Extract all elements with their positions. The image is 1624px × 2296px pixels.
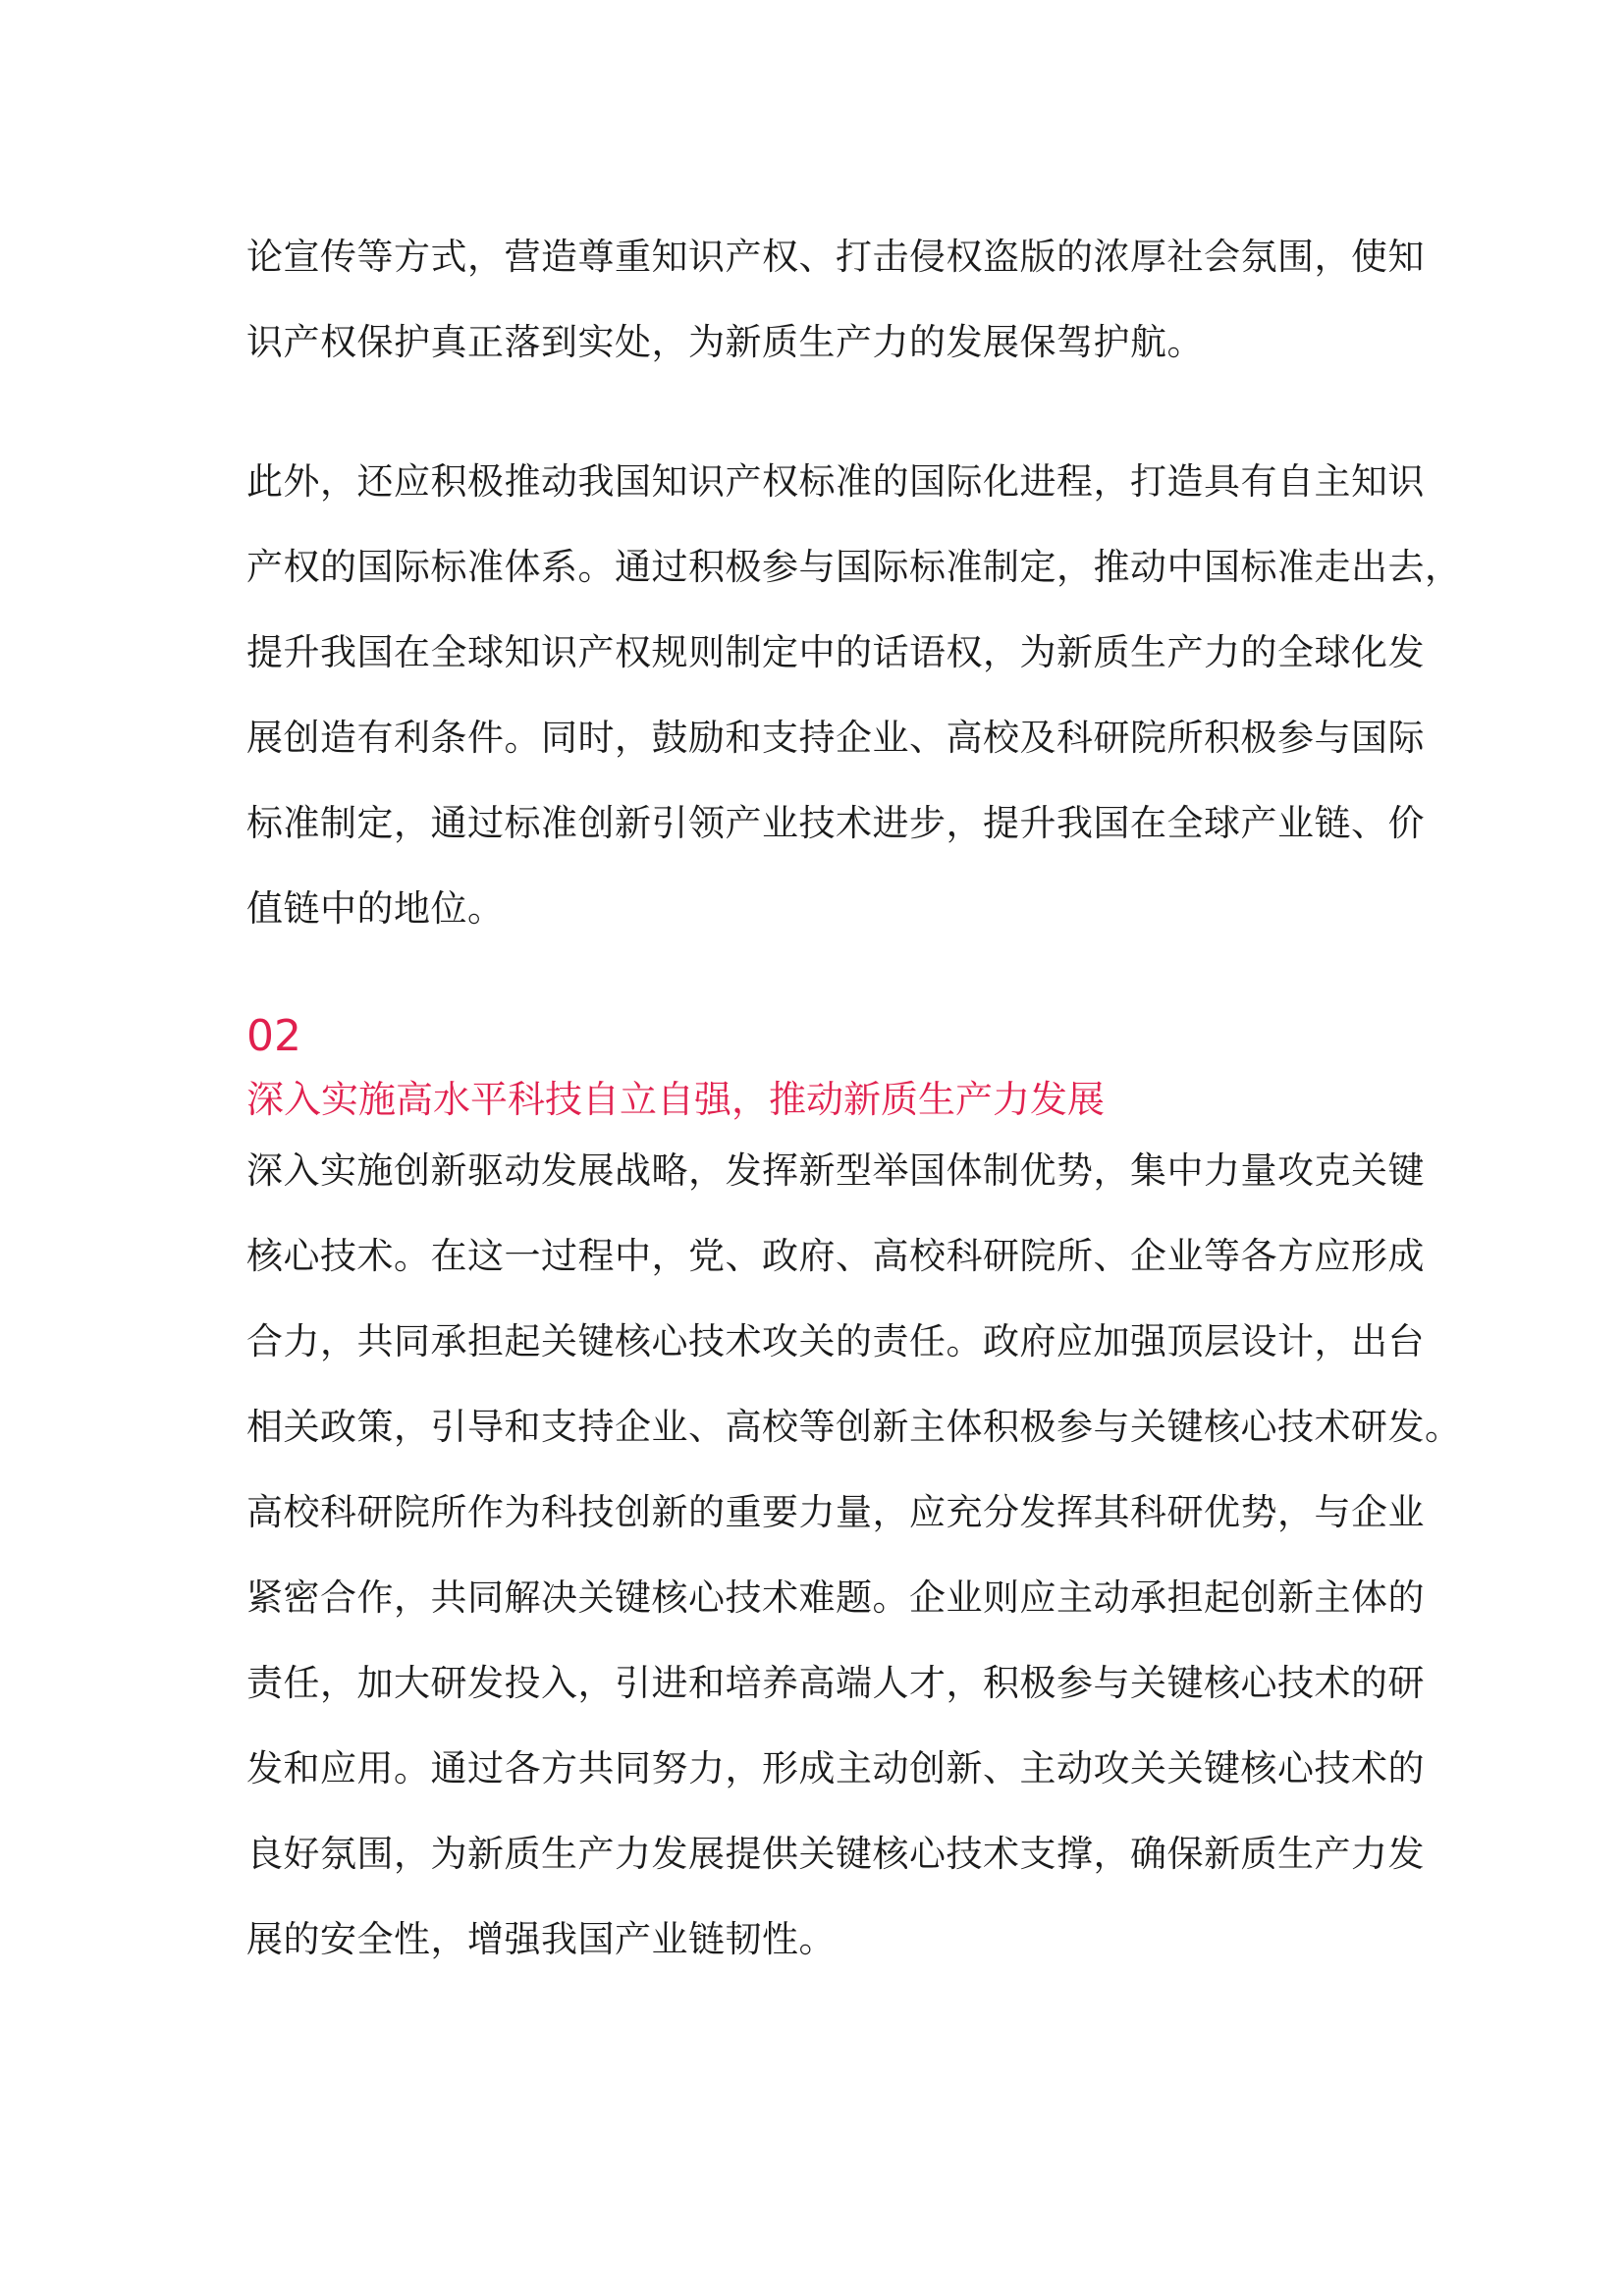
text-line: 提升我国在全球知识产权规则制定中的话语权，为新质生产力的全球化发: [246, 631, 1425, 673]
section-number: 02: [246, 1011, 301, 1061]
text-line: 识产权保护真正落到实处，为新质生产力的发展保驾护航。: [246, 321, 1204, 363]
paragraph-international-standards: [246, 439, 1462, 951]
text-line: 高校科研院所作为科技创新的重要力量，应充分发挥其科研优势，与企业: [246, 1491, 1425, 1533]
text-line: 发和应用。通过各方共同努力，形成主动创新、主动攻关关键核心技术的: [246, 1747, 1425, 1789]
text-line: 合力，共同承担起关键核心技术攻关的责任。政府应加强顶层设计，出台: [246, 1320, 1425, 1362]
paragraph-ip-protection-tail: [246, 214, 1425, 385]
text-line: 良好氛围，为新质生产力发展提供关键核心技术支撑，确保新质生产力发: [246, 1833, 1425, 1875]
text-line: 论宣传等方式，营造尊重知识产权、打击侵权盗版的浓厚社会氛围，使知: [246, 236, 1425, 278]
text-line: 责任，加大研发投入，引进和培养高端人才，积极参与关键核心技术的研: [246, 1662, 1425, 1704]
paragraph-tech-self-reliance: [246, 1128, 1462, 1982]
text-line: 值链中的地位。: [246, 887, 505, 930]
text-line: 核心技术。在这一过程中，党、政府、高校科研院所、企业等各方应形成: [246, 1235, 1425, 1277]
text-line: 展的安全性，增强我国产业链韧性。: [246, 1918, 836, 1960]
section-title: 深入实施高水平科技自立自强，推动新质生产力发展: [246, 1078, 1106, 1121]
text-line: 紧密合作，共同解决关键核心技术难题。企业则应主动承担起创新主体的: [246, 1576, 1425, 1619]
text-line: 标准制定，通过标准创新引领产业技术进步，提升我国在全球产业链、价: [246, 802, 1425, 844]
text-line: 产权的国际标准体系。通过积极参与国际标准制定，推动中国标准走出去，: [246, 546, 1462, 588]
text-line: 相关政策，引导和支持企业、高校等创新主体积极参与关键核心技术研发。: [246, 1406, 1462, 1448]
text-line: 展创造有利条件。同时，鼓励和支持企业、高校及科研院所积极参与国际: [246, 717, 1425, 759]
text-line: 此外，还应积极推动我国知识产权标准的国际化进程，打造具有自主知识: [246, 460, 1425, 503]
text-line: 深入实施创新驱动发展战略，发挥新型举国体制优势，集中力量攻克关键: [246, 1149, 1425, 1192]
